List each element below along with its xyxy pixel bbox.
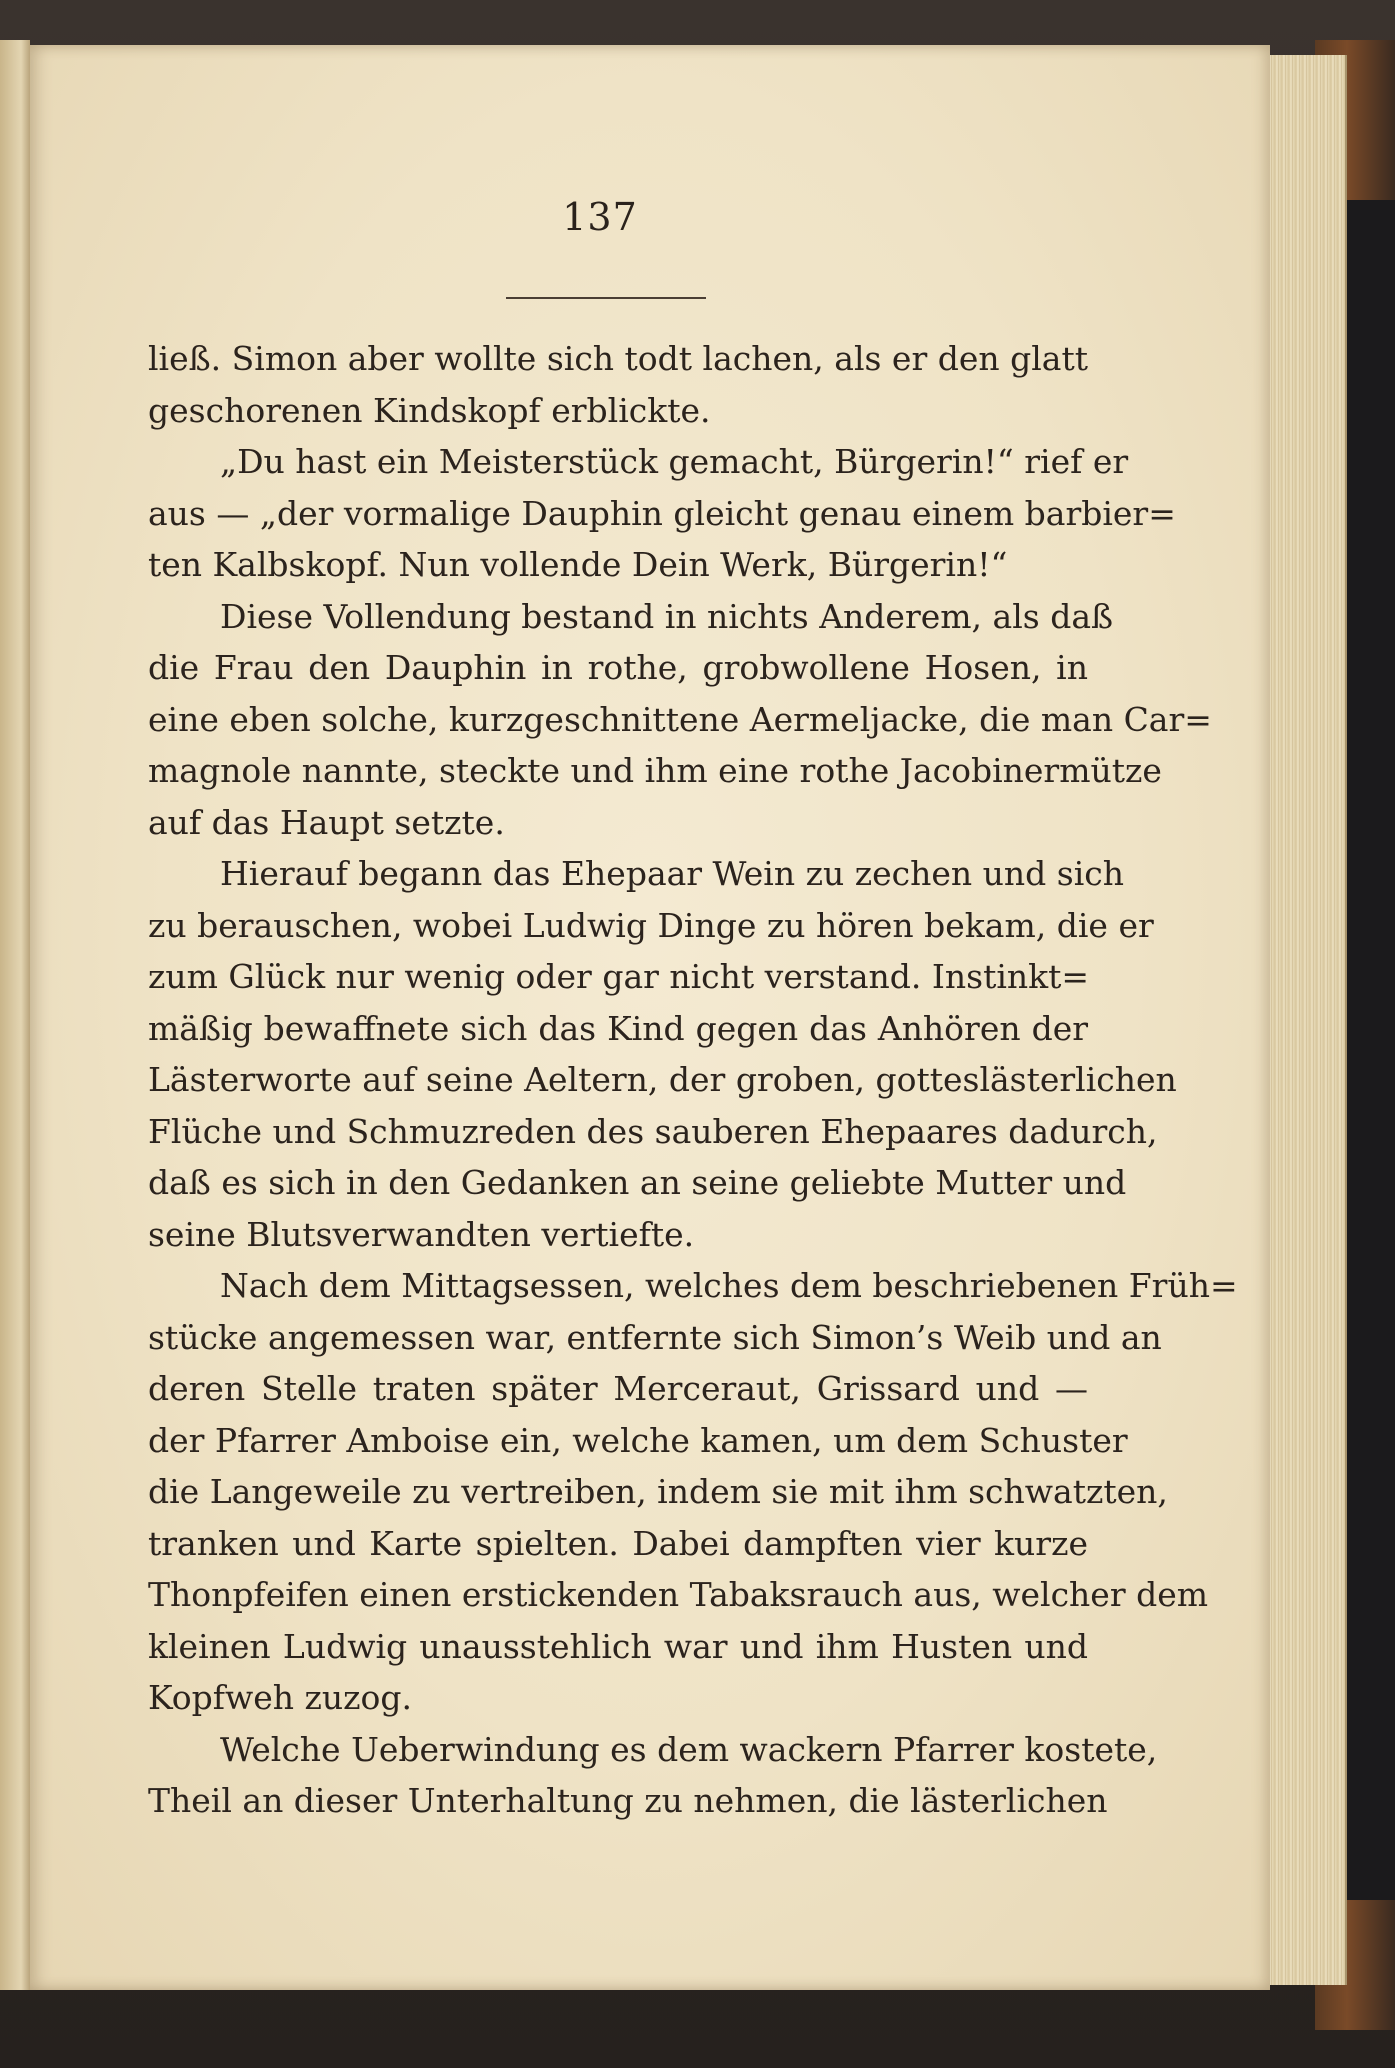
- text-line: Lästerworte auf seine Aeltern, der groben, gotteslästerlichen: [148, 1060, 1177, 1099]
- text-line: Kopfweh zuzog.: [148, 1678, 412, 1717]
- text-line: Hierauf begann das Ehepaar Wein zu zechen und sich: [220, 854, 1125, 893]
- text-line: geschorenen Kindskopf erblickte.: [148, 390, 711, 430]
- previous-page-edge: [0, 40, 30, 1990]
- text-line: daß es sich in den Gedanken an seine geliebte Mutter und: [148, 1163, 1127, 1202]
- text-line: tranken und Karte spielten. Dabei dampften vier kurze: [148, 1523, 1088, 1563]
- page-stack-edges: [1265, 55, 1347, 1985]
- page-number: 137: [562, 195, 638, 239]
- text-line: der Pfarrer Amboise ein, welche kamen, um dem Schuster: [148, 1420, 1128, 1460]
- text-line: ten Kalbskopf. Nun vollende Dein Werk, Bürgerin!“: [148, 545, 1008, 584]
- text-line: Theil an dieser Unterhaltung zu nehmen, die lästerlichen: [148, 1781, 1108, 1820]
- body-text: [148, 333, 1238, 1827]
- text-line: aus — „der vormalige Dauphin gleicht genau einem barbier=: [148, 493, 1176, 533]
- header-rule: [506, 297, 706, 299]
- text-line: zum Glück nur wenig oder gar nicht verstand. Instinkt=: [148, 957, 1090, 996]
- text-line: die Langeweile zu vertreiben, indem sie mit ihm schwatzten,: [148, 1472, 1168, 1511]
- text-line: Welche Ueberwindung es dem wackern Pfarrer kostete,: [220, 1729, 1158, 1769]
- text-line: stücke angemessen war, entfernte sich Simon’s Weib und an: [148, 1317, 1162, 1357]
- text-line: Thonpfeifen einen erstickenden Tabaksrauch aus, welcher dem: [148, 1575, 1209, 1614]
- text-line: ließ. Simon aber wollte sich todt lachen, als er den glatt: [148, 339, 1088, 378]
- text-line: „Du hast ein Meisterstück gemacht, Bürgerin!“ rief er: [220, 442, 1129, 481]
- text-line: kleinen Ludwig unausstehlich war und ihm Husten und: [148, 1626, 1088, 1666]
- text-line: mäßig bewaffnete sich das Kind gegen das Anhören der: [148, 1008, 1088, 1048]
- text-line: zu berauschen, wobei Ludwig Dinge zu hören bekam, die er: [148, 905, 1154, 945]
- book-page: [30, 45, 1270, 1990]
- text-line: Diese Vollendung bestand in nichts Anderem, als daß: [220, 596, 1114, 636]
- text-line: seine Blutsverwandten vertiefte.: [148, 1214, 695, 1254]
- text-line: auf das Haupt setzte.: [148, 802, 505, 842]
- text-line: deren Stelle traten später Merceraut, Grissard und —: [148, 1369, 1088, 1408]
- text-line: eine eben solche, kurzgeschnittene Aermeljacke, die man Car=: [148, 699, 1212, 739]
- text-line: die Frau den Dauphin in rothe, grobwollene Hosen, in: [148, 648, 1088, 687]
- text-line: magnole nannte, steckte und ihm eine rothe Jacobinermütze: [148, 751, 1162, 790]
- text-line: Nach dem Mittagsessen, welches dem beschriebenen Früh=: [220, 1266, 1238, 1305]
- text-line: Flüche und Schmuzreden des sauberen Ehepaares dadurch,: [148, 1111, 1158, 1151]
